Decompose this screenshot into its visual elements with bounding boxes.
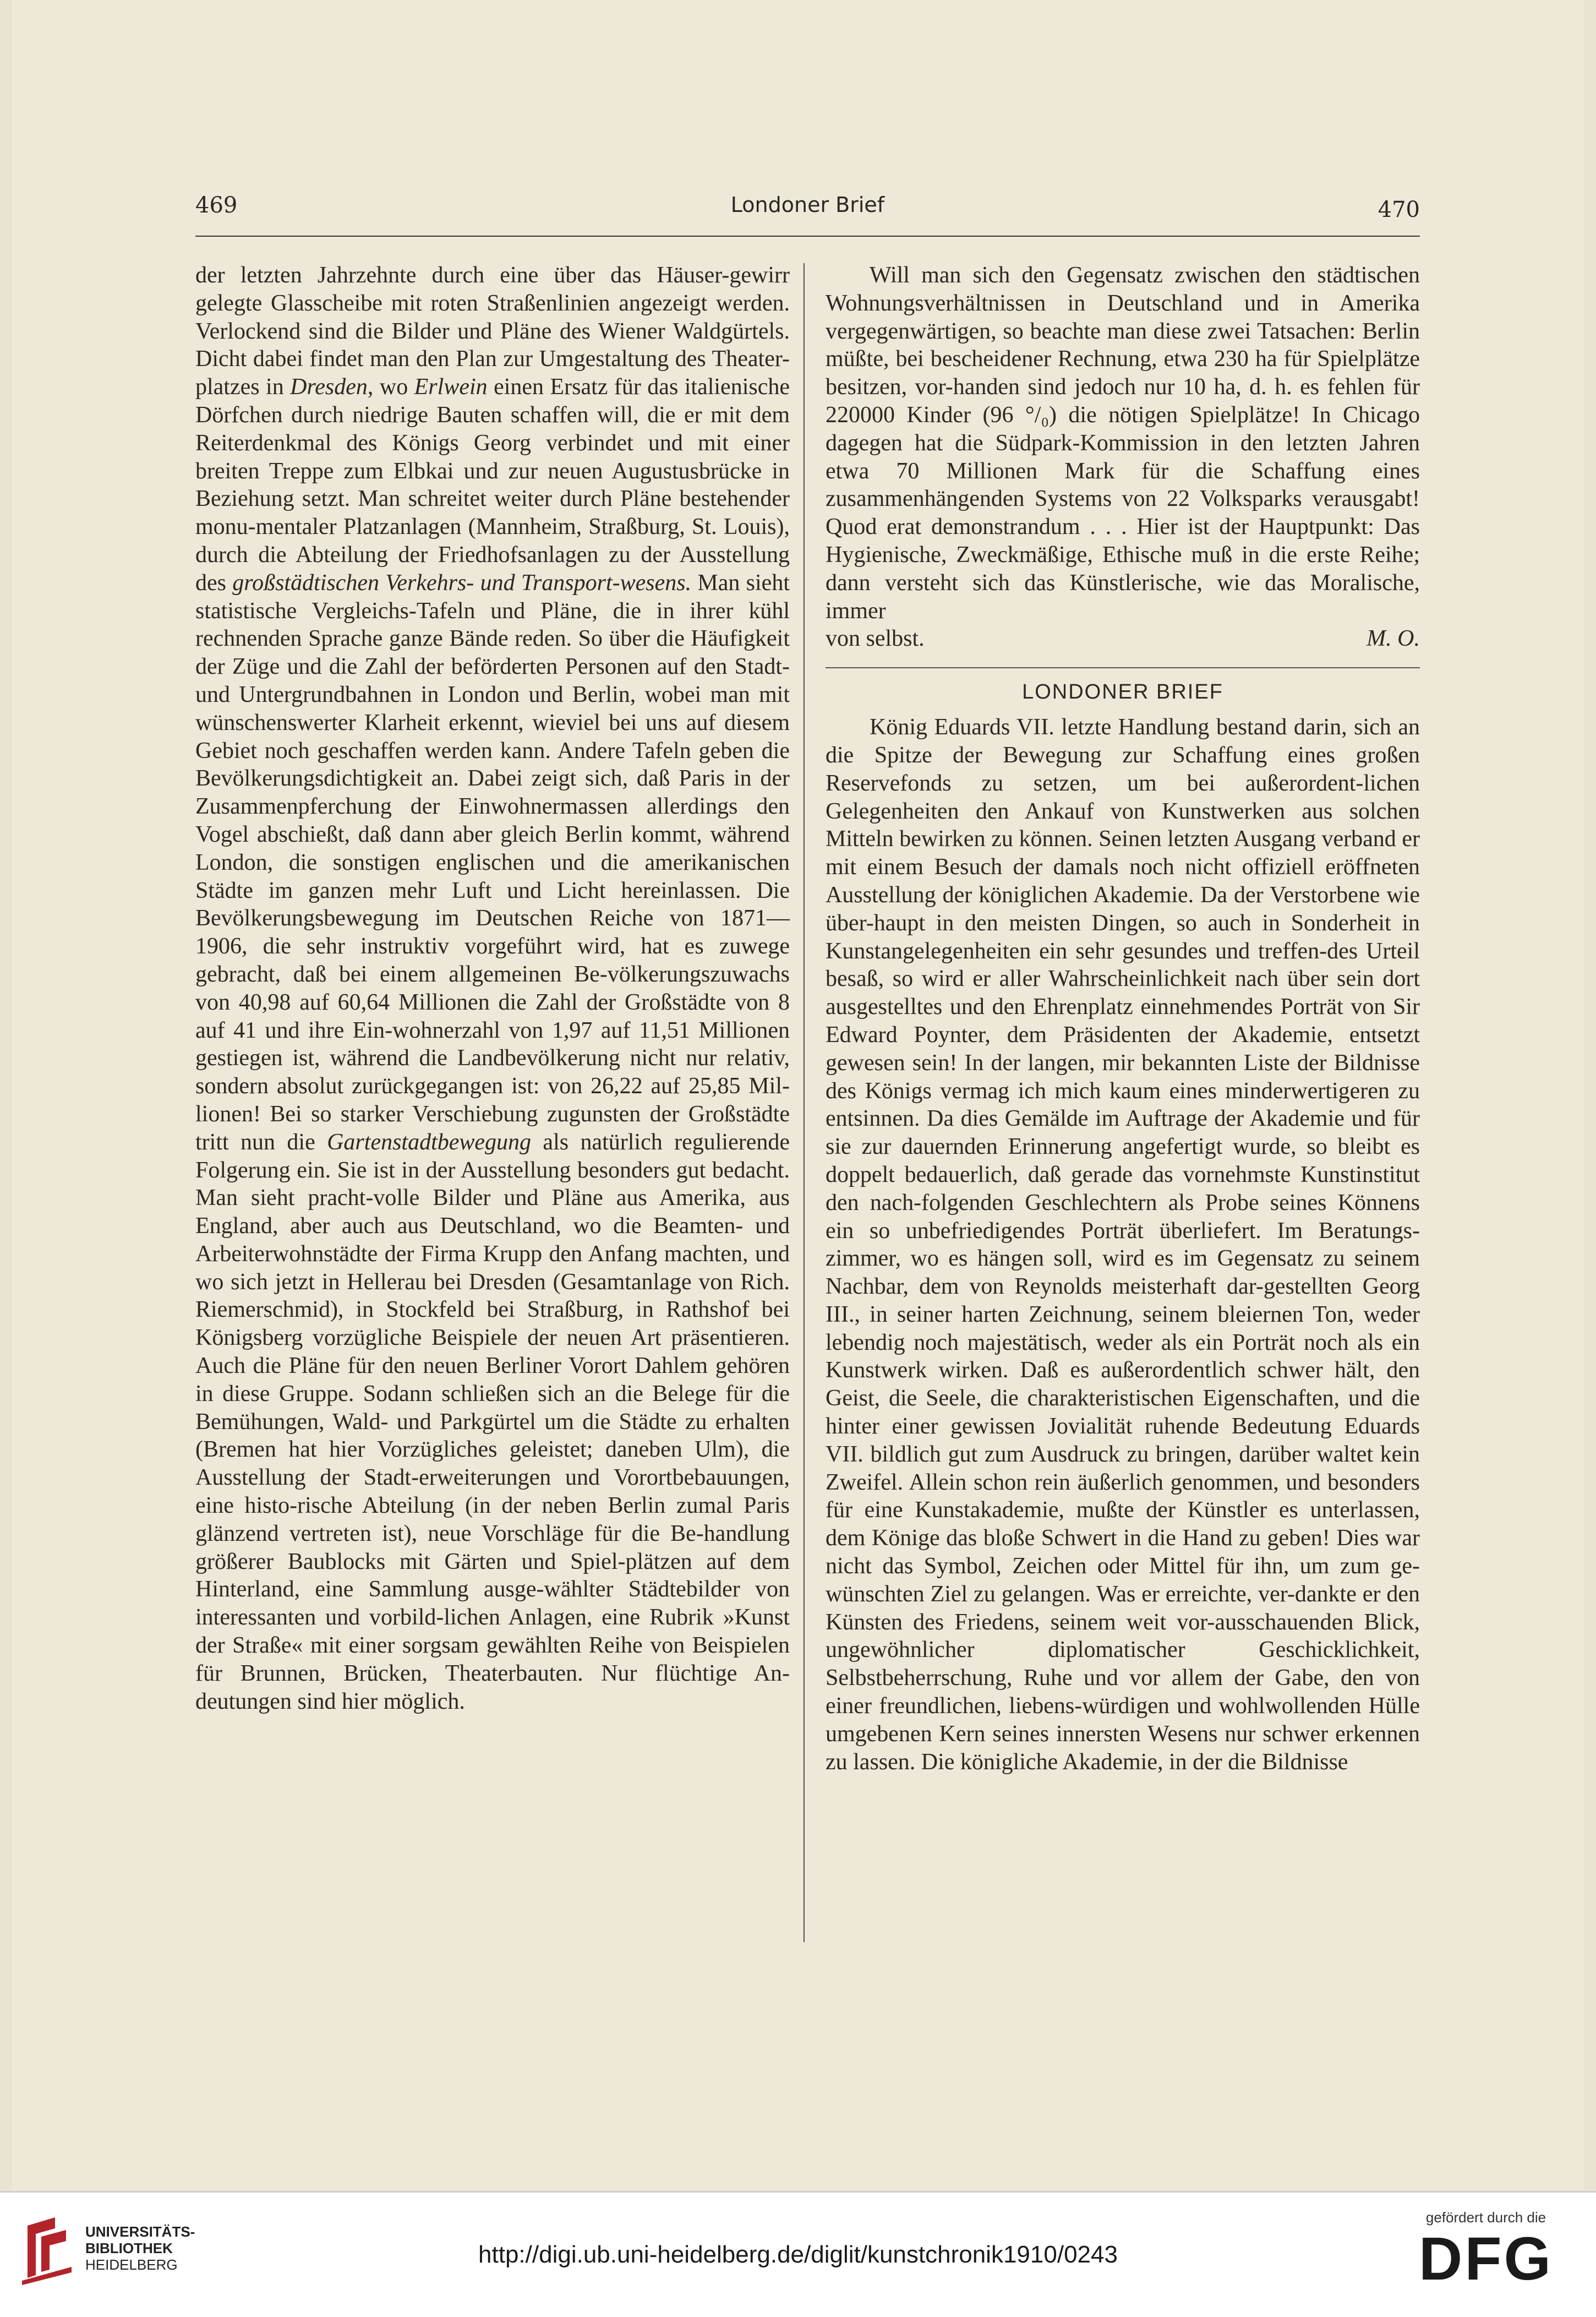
digital-library-url-link[interactable]: http://digi.ub.uni-heidelberg.de/diglit/kunstchronik1910/0243 <box>478 2241 1118 2268</box>
author-signature: M. O. <box>1367 626 1420 652</box>
right-paragraph-1: Will man sich den Gegensatz zwischen den städtischen Wohnungsverhältnissen in Deutschland und in Amerika vergegenwärtigen, so beachte man diese zwei Tatsachen: Berlin müßte, bei bescheidener Rechnung, etwa 230 ha für Spielplätze besitzen, vor-handen sind jedoch nur 10 ha, d. h. es fehlen für 220000 Kinder (96 °/₀) die nötigen Spielplätze! In Chicago dagegen hat die Südpark-Kommission in den letzten Jahren etwa 70 Millionen Mark für die Schaffung eines zusammenhängenden Systems von 22 Volksparks verausgabt! Quod erat demonstrandum . . . Hier ist der Hauptpunkt: Das Hygienische, Zweckmäßige, Ethische muß in die erste Reihe; dann versteht sich das Künstlerische, wie das Moralische, immer <box>826 263 1420 624</box>
section-rule <box>826 667 1420 668</box>
right-column <box>826 261 1420 1776</box>
dfg-logo: DFG <box>1418 2225 1554 2293</box>
emphasis-verkehrswesen: großstädtischen Verkehrs- und Transport-wesens. <box>232 570 692 596</box>
emphasis-gartenstadtbewegung: Gartenstadtbewegung <box>327 1129 532 1155</box>
left-column <box>195 261 790 1715</box>
running-title: Londoner Brief <box>730 193 885 217</box>
right-paragraph-2: König Eduards VII. letzte Handlung bestand darin, sich an die Spitze der Bewegung zur Schaffung eines großen Reservefonds zu setzen, um bei außerordent-lichen Gelegenheiten den Ankauf von Kunstwerken aus solchen Mitteln bewirken zu können. Seinen letzten Ausgang verband er mit einem Besuch der damals noch nicht offiziell eröffneten Ausstellung der königlichen Akademie. Da der Verstorbene wie über-haupt in den meisten Dingen, so auch in Sonderheit in Kunstangelegenheiten ein sehr gesundes und treffen-des Urteil besaß, so wird er aller Wahrscheinlichkeit nach über sein dort ausgestelltes und den Ehrenplatz einnehmendes Porträt von Sir Edward Poynter, dem Präsidenten der Akademie, entsetzt gewesen sein! In der langen, mir bekannten Liste der Bildnisse des Königs vermag ich mich kaum eines minderwertigeren zu entsinnen. Da dies Gemälde im Auftrage der Akademie und für sie zur dauernden Erinnerung angefertigt wurde, so bleibt es doppelt bedauerlich, daß gerade das vornehmste Kunstinstitut den nach-folgenden Geschlechtern als Probe seines Könnens ein so unbefriedigendes Porträt überliefert. Im Beratungs-zimmer, wo es hängen soll, wird es im Gegensatz zu seinem Nachbar, dem von Reynolds meisterhaft dar-gestellten Georg III., in seiner harten Zeichnung, seinem bleiernen Ton, weder lebendig noch majestätisch, weder als ein Porträt noch als ein Kunstwerk wirken. Daß es außerordentlich schwer hält, den Geist, die Seele, die charakteristischen Eigenschaften, und die hinter einer gewissen Jovialität ruhende Bedeutung Eduards VII. bildlich gut zum Ausdruck zu bringen, darüber waltet kein Zweifel. Allein schon rein äußerlich genommen, und besonders für eine Kunstakademie, mußte der Künstler es unterlassen, dem Könige das bloße Schwert in die Hand zu geben! Dies war nicht das Symbol, Zeichen oder Mittel für ihn, um zum ge-wünschten Ziel zu gelangen. Was er erreichte, ver-dankte er den Künsten des Friedens, seinem weit vor-ausschauenden Blick, ungewöhnlicher diplomatischer Geschicklichkeit, Selbstbeherrschung, Ruhe und vor allem der Gabe, den von einer freundlichen, liebens-würdigen und wohlwollenden Hülle umgebenen Kern seines innersten Wesens nur schwer erkennen zu lassen. Die königliche Akademie, in der die Bildnisse <box>826 715 1420 1775</box>
place-dresden: Dresden <box>290 374 368 400</box>
name-erlwein: Erlwein <box>414 374 488 400</box>
column-divider <box>804 263 805 1942</box>
page-number-left: 469 <box>195 193 238 218</box>
library-name: UNIVERSITÄTS- BIBLIOTHEK HEIDELBERG <box>85 2223 195 2273</box>
section-title: LONDONER BRIEF <box>1022 680 1223 704</box>
article-closing <box>826 625 1420 653</box>
page-header <box>195 193 1420 226</box>
funder-label: gefördert durch die <box>1425 2209 1546 2226</box>
footer-bar <box>0 2191 1596 2317</box>
closing-text: von selbst. <box>826 626 925 652</box>
funder-block <box>1403 2209 1568 2292</box>
page-number-right: 470 <box>1378 197 1420 222</box>
left-column-text: der letzten Jahrzehnte durch eine über das Häuser-gewirr gelegte Glasscheibe mit roten Straßenlinien angezeigt werden. Verlockend sind die Bilder und Pläne des Wiener Waldgürtels. Dicht dabei findet man den Plan zur Umgestaltung des Theater-platzes in Dresden, wo Erlwein einen Ersatz für das italienische Dörfchen durch niedrige Bauten schaffen will, die er mit dem Reiterdenkmal des Königs Georg verbindet und mit einer breiten Treppe zum Elbkai und zur neuen Augustusbrücke in Beziehung setzt. Man schreitet weiter durch Pläne bestehender monu-mentaler Platzanlagen (Mannheim, Straßburg, St. Louis), durch die Abteilung der Friedhofsanlagen zu der Ausstellung des großstädtischen Verkehrs- und Transport-wesens. Man sieht statistische Vergleichs-Tafeln und Pläne, die in ihrer kühl rechnenden Sprache ganze Bände reden. So über die Häufigkeit der Züge und die Zahl der beförderten Personen auf den Stadt- und Untergrundbahnen in London und Berlin, wobei man mit wünschenswerter Klarheit erkennt, wieviel bei uns auf diesem Gebiet noch geschaffen werden kann. Andere Tafeln geben die Bevölkerungsdichtigkeit an. Dabei zeigt sich, daß Paris in der Zusammenpferchung der Einwohnermassen allerdings den Vogel abschießt, daß dann aber gleich Berlin kommt, während London, die sonstigen englischen und die amerikanischen Städte im ganzen mehr Luft und Licht hereinlassen. Die Bevölkerungsbewegung im Deutschen Reiche von 1871—1906, die sehr instruktiv vorgeführt wird, hat es zuwege gebracht, daß bei einem allgemeinen Be-völkerungszuwachs von 40,98 auf 60,64 Millionen die Zahl der Großstädte von 8 auf 41 und ihre Ein-wohnerzahl von 1,97 auf 11,51 Millionen gestiegen ist, während die Landbevölkerung nicht nur relativ, sondern absolut zurückgegangen ist: von 26,22 auf 25,85 Mil-lionen! Bei so starker Verschiebung zugunsten der Großstädte tritt nun die Gartenstadtbewegung als natürlich regulierende Folgerung ein. Sie ist in der Ausstellung besonders gut bedacht. Man sieht pracht-volle Bilder und Pläne aus Amerika, aus England, aber auch aus Deutschland, wo die Beamten- und Arbeiterwohnstädte der Firma Krupp den Anfang machten, und wo sich jetzt in Hellerau bei Dresden (Gesamtanlage von Rich. Riemerschmid), in Stockfeld bei Straßburg, in Rathshof bei Königsberg vorzügliche Beispiele der neuen Art präsentieren. Auch die Pläne für den neuen Berliner Vorort Dahlem gehören in diese Gruppe. Sodann schließen sich an die Belege für die Bemühungen, Wald- und Parkgürtel um die Städte zu erhalten (Bremen hat hier Vorzügliches geleistet; daneben Ulm), die Ausstellung der Stadt-erweiterungen und Vorortbebauungen, eine histo-rische Abteilung (in der neben Berlin zumal Paris glänzend vertreten ist), neue Vorschläge für die Be-handlung größerer Baublocks mit Gärten und Spiel-plätzen auf dem Hinterland, eine Sammlung ausge-wählter Städtebilder von interessanten und vorbild-lichen Anlagen, eine Rubrik »Kunst der Straße« mit einer sorgsam gewählten Reihe von Beispielen für Brunnen, Brücken, Theaterbauten. Nur flüchtige An-deutungen sind hier möglich. <box>195 263 790 1714</box>
header-rule <box>195 236 1420 237</box>
